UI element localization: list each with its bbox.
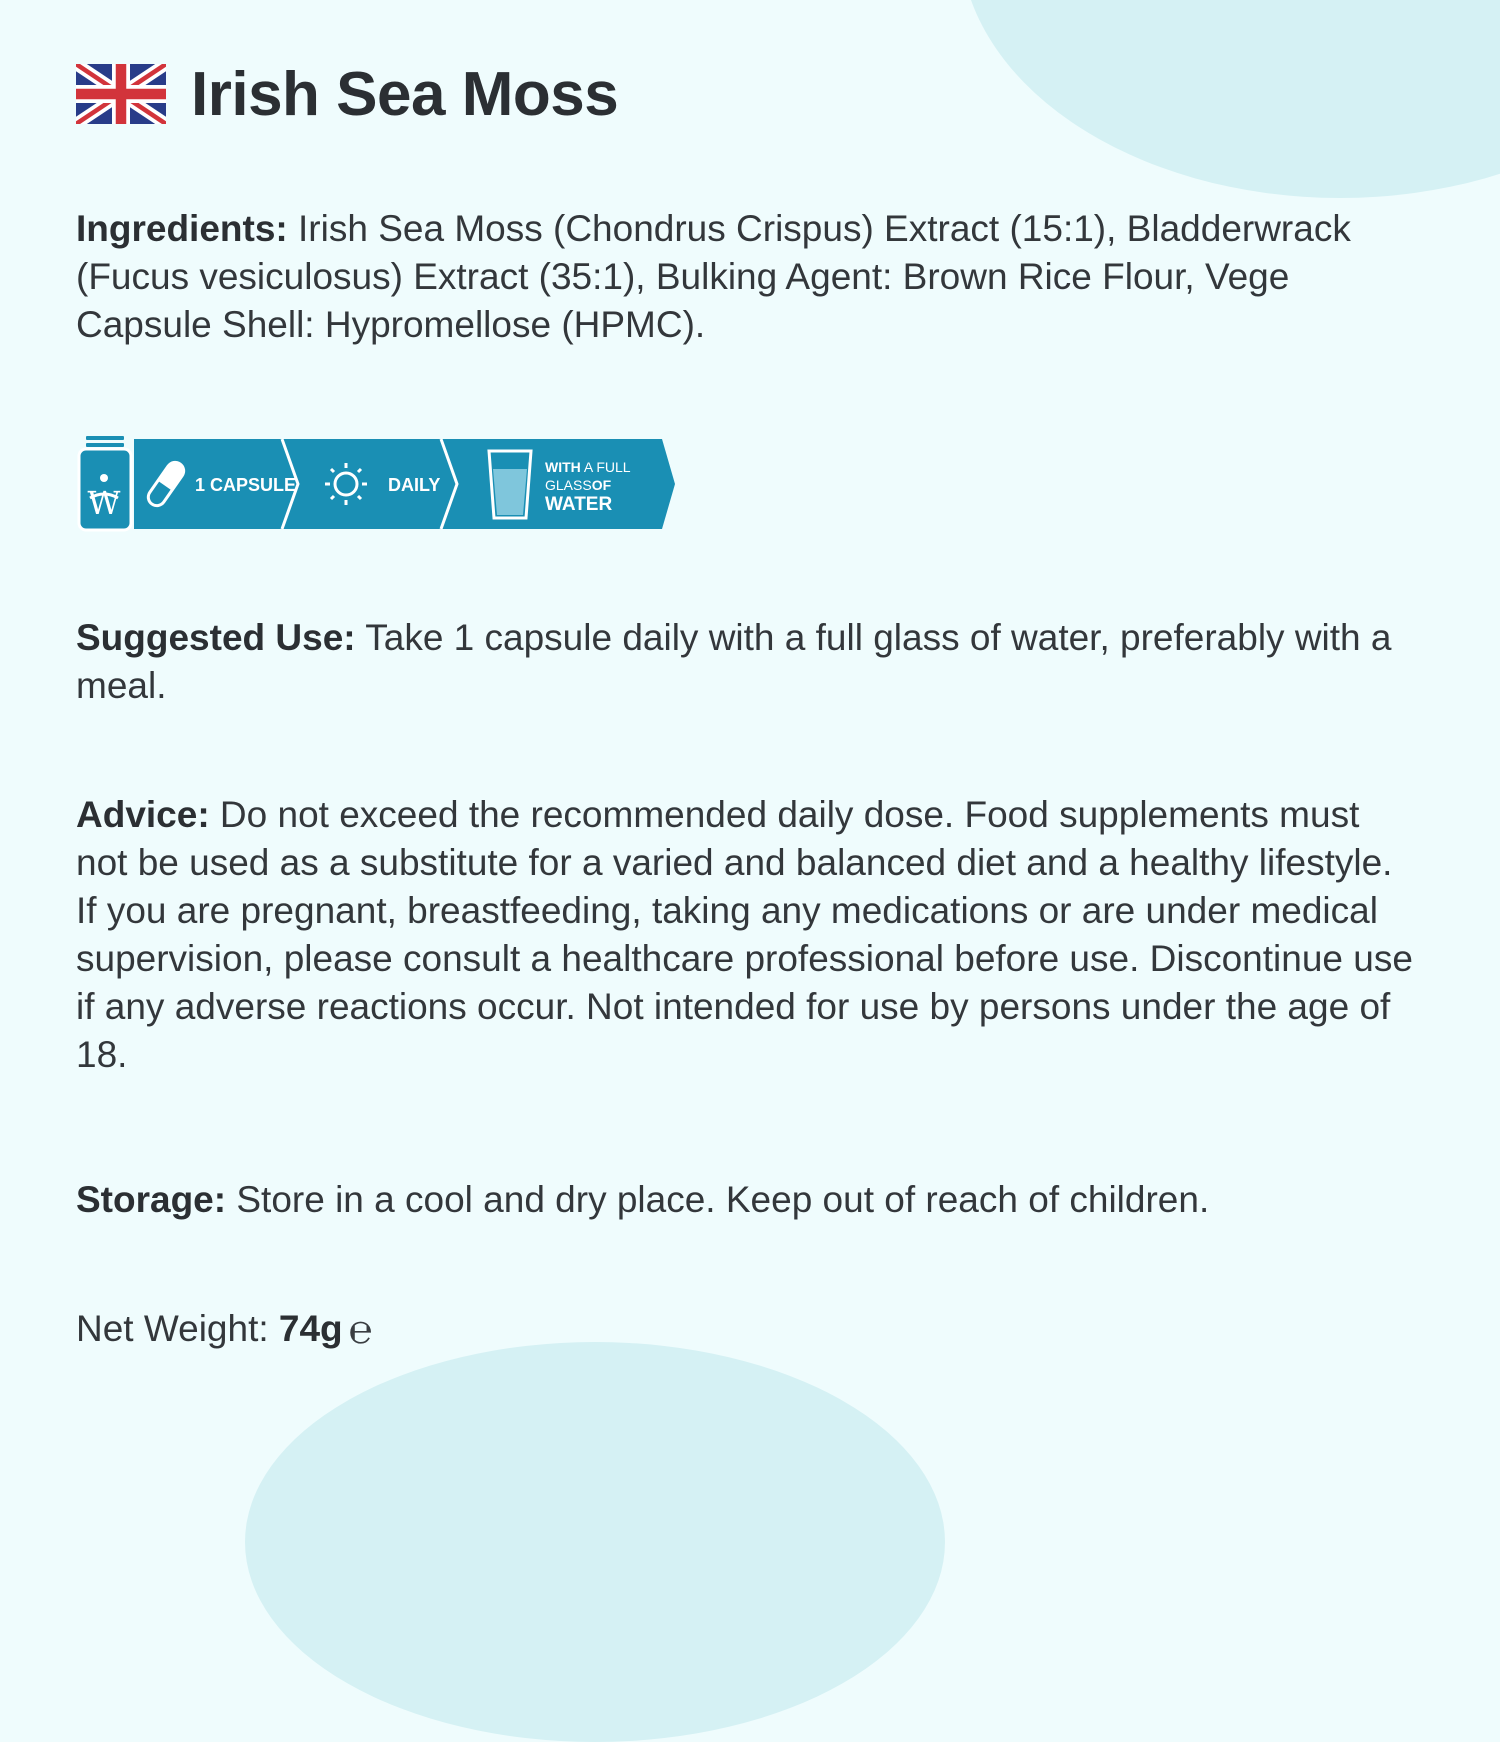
bottle-icon (79, 436, 131, 530)
dosage-banner (76, 436, 676, 532)
suggested-use-text: Take 1 capsule daily with a full glass of water, preferably with a meal. (76, 617, 1392, 706)
storage-text: Store in a cool and dry place. Keep out of reach of children. (226, 1179, 1210, 1220)
net-weight-line (76, 1305, 1416, 1354)
svg-text:W: W (87, 484, 121, 522)
step-3-line-3: WATER (545, 494, 613, 515)
ingredients-paragraph (76, 205, 1416, 349)
step-1-label: 1 CAPSULE (195, 475, 297, 495)
step-3-line-2: GLASSOF (545, 477, 612, 493)
estimated-sign-icon: ℮ (348, 1307, 373, 1353)
suggested-use-paragraph (76, 614, 1416, 710)
suggested-use-label: Suggested Use: (76, 617, 356, 658)
step-2-label: DAILY (388, 475, 441, 495)
uk-flag-icon (76, 63, 166, 125)
net-weight-label: Net Weight: (76, 1308, 279, 1349)
storage-paragraph (76, 1176, 1416, 1224)
advice-label: Advice: (76, 794, 210, 835)
storage-label: Storage: (76, 1179, 227, 1220)
advice-text: Do not exceed the recommended daily dose. Food supplements must not be used as a substitute for a varied and balanced diet and a healthy lifestyle. If you are pregnant, breastfeeding, taking any medications or are under medical supervision, please consult a healthcare professional before use. Discontinue use if any adverse reactions occur. Not intended for use by persons under the age of 18. (76, 794, 1413, 1075)
step-3-line-1: WITH A FULL (545, 459, 631, 475)
ingredients-label: Ingredients: (76, 208, 288, 249)
net-weight-value: 74g (278, 1308, 343, 1349)
ingredients-text: Irish Sea Moss (Chondrus Crispus) Extract (15:1), Bladderwrack (Fucus vesiculosus) Extract (35:1), Bulking Agent: Brown Rice Flour, Vege Capsule Shell: Hypromellose (HPMC). (76, 208, 1351, 345)
decorative-blob-bottom (245, 1342, 945, 1742)
page-title: Irish Sea Moss (191, 59, 619, 129)
advice-paragraph (76, 791, 1416, 1079)
header (76, 58, 618, 130)
decorative-blob-top (960, 0, 1500, 198)
